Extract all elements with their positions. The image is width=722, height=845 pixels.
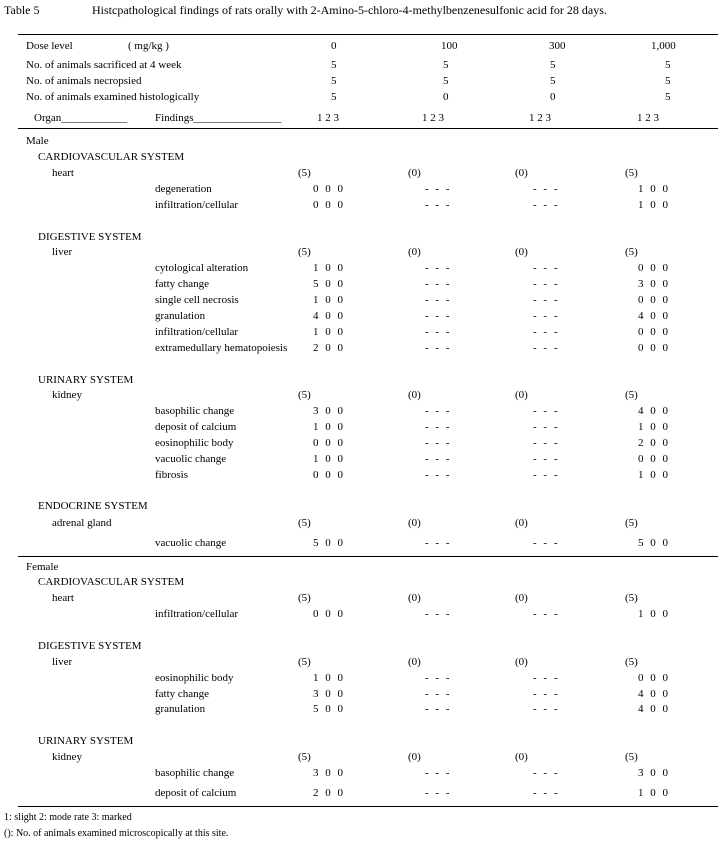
examined-count: (0): [515, 389, 528, 401]
count-row-value: 0: [443, 91, 449, 103]
finding-grades: - - -: [425, 342, 452, 354]
finding-grades: 4 0 0: [638, 688, 670, 700]
examined-count: (0): [408, 751, 421, 763]
organ-label: heart: [52, 167, 74, 179]
count-row-value: 5: [550, 75, 556, 87]
finding-name: infiltration/cellular: [155, 608, 239, 620]
finding-grades: - - -: [533, 294, 560, 306]
organ-label: kidney: [52, 389, 82, 401]
finding-grades: - - -: [425, 469, 452, 481]
finding-grades: 5 0 0: [313, 278, 345, 290]
finding-grades: - - -: [533, 262, 560, 274]
finding-grades: 5 0 0: [313, 703, 345, 715]
finding-name: granulation: [155, 310, 206, 322]
finding-grades: 0 0 0: [638, 453, 670, 465]
count-row-label: No. of animals examined histologically: [26, 91, 200, 103]
finding-name: infiltration/cellular: [155, 199, 239, 211]
finding-name: basophilic change: [155, 405, 235, 417]
finding-grades: - - -: [425, 183, 452, 195]
finding-grades: - - -: [533, 183, 560, 195]
finding-grades: 4 0 0: [638, 310, 670, 322]
findings-header: Findings________________: [155, 112, 282, 124]
examined-count: (5): [625, 167, 638, 179]
grade-header-3: 1 2 3: [637, 112, 659, 124]
table-label: Table 5: [4, 3, 40, 17]
dose-300: 300: [549, 40, 566, 52]
count-row-value: 5: [443, 59, 449, 71]
finding-name: infiltration/cellular: [155, 326, 239, 338]
finding-grades: - - -: [533, 342, 560, 354]
finding-grades: 2 0 0: [638, 437, 670, 449]
finding-grades: - - -: [533, 453, 560, 465]
finding-grades: - - -: [533, 405, 560, 417]
finding-name: vacuolic change: [155, 537, 227, 549]
count-row-value: 5: [665, 75, 671, 87]
examined-count: (5): [625, 656, 638, 668]
finding-grades: - - -: [533, 537, 560, 549]
top-rule: [18, 34, 718, 35]
sex-divider-rule: [18, 556, 718, 557]
dose-100: 100: [441, 40, 458, 52]
bottom-rule: [18, 806, 718, 807]
finding-grades: - - -: [425, 453, 452, 465]
finding-grades: 1 0 0: [313, 326, 345, 338]
count-row-value: 5: [331, 75, 337, 87]
count-row-value: 5: [550, 59, 556, 71]
examined-count: (0): [515, 517, 528, 529]
organ-header: Organ____________: [34, 112, 128, 124]
finding-grades: - - -: [533, 787, 560, 799]
examined-count: (5): [298, 517, 311, 529]
finding-grades: - - -: [425, 294, 452, 306]
finding-grades: - - -: [533, 672, 560, 684]
examined-count: (5): [298, 167, 311, 179]
finding-grades: - - -: [425, 405, 452, 417]
finding-grades: 0 0 0: [313, 437, 345, 449]
dose-0: 0: [331, 40, 337, 52]
finding-grades: - - -: [533, 278, 560, 290]
dose-level-label: Dose level: [26, 40, 73, 52]
grade-header-0: 1 2 3: [317, 112, 339, 124]
finding-grades: - - -: [533, 767, 560, 779]
organ-label: adrenal gland: [52, 517, 112, 529]
finding-grades: 1 0 0: [313, 672, 345, 684]
count-row-value: 5: [331, 59, 337, 71]
examined-count: (5): [625, 517, 638, 529]
finding-grades: - - -: [425, 787, 452, 799]
examined-count: (0): [408, 592, 421, 604]
count-row-value: 5: [665, 59, 671, 71]
finding-grades: - - -: [425, 262, 452, 274]
finding-grades: 0 0 0: [638, 294, 670, 306]
footnote-parentheses: (): No. of animals examined microscopically at this site.: [4, 828, 229, 839]
finding-grades: 3 0 0: [313, 767, 345, 779]
finding-name: vacuolic change: [155, 453, 227, 465]
finding-grades: 1 0 0: [638, 421, 670, 433]
finding-grades: 3 0 0: [638, 278, 670, 290]
examined-count: (0): [515, 656, 528, 668]
examined-count: (0): [515, 592, 528, 604]
finding-grades: 0 0 0: [313, 183, 345, 195]
system-heading: DIGESTIVE SYSTEM: [38, 231, 142, 243]
examined-count: (0): [408, 167, 421, 179]
system-heading: CARDIOVASCULAR SYSTEM: [38, 151, 185, 163]
finding-grades: - - -: [533, 310, 560, 322]
count-row-value: 5: [443, 75, 449, 87]
finding-grades: 0 0 0: [638, 342, 670, 354]
count-row-value: 5: [331, 91, 337, 103]
grade-header-1: 1 2 3: [422, 112, 444, 124]
organ-label: liver: [52, 656, 73, 668]
examined-count: (5): [298, 656, 311, 668]
examined-count: (0): [408, 656, 421, 668]
examined-count: (0): [408, 517, 421, 529]
finding-grades: 1 0 0: [313, 421, 345, 433]
finding-grades: 5 0 0: [313, 537, 345, 549]
finding-grades: 3 0 0: [313, 405, 345, 417]
finding-grades: 2 0 0: [313, 342, 345, 354]
finding-grades: - - -: [533, 688, 560, 700]
finding-grades: 5 0 0: [638, 537, 670, 549]
finding-grades: - - -: [425, 326, 452, 338]
examined-count: (5): [625, 592, 638, 604]
examined-count: (0): [408, 246, 421, 258]
count-row-label: No. of animals necropsied: [26, 75, 142, 87]
finding-grades: 0 0 0: [638, 326, 670, 338]
finding-name: basophilic change: [155, 767, 235, 779]
finding-name: granulation: [155, 703, 206, 715]
finding-grades: - - -: [533, 199, 560, 211]
finding-name: degeneration: [155, 183, 212, 195]
examined-count: (5): [298, 389, 311, 401]
system-heading: DIGESTIVE SYSTEM: [38, 640, 142, 652]
finding-name: single cell necrosis: [155, 294, 239, 306]
sex-label-female: Female: [26, 561, 59, 573]
finding-grades: - - -: [425, 437, 452, 449]
examined-count: (5): [625, 751, 638, 763]
count-row-value: 5: [665, 91, 671, 103]
finding-grades: - - -: [425, 688, 452, 700]
grade-header-2: 1 2 3: [529, 112, 551, 124]
finding-grades: - - -: [425, 199, 452, 211]
examined-count: (0): [515, 167, 528, 179]
finding-grades: - - -: [425, 672, 452, 684]
finding-grades: 1 0 0: [313, 262, 345, 274]
examined-count: (5): [625, 389, 638, 401]
finding-grades: - - -: [425, 608, 452, 620]
finding-grades: - - -: [533, 469, 560, 481]
system-heading: ENDOCRINE SYSTEM: [38, 500, 148, 512]
finding-grades: 0 0 0: [638, 672, 670, 684]
finding-grades: - - -: [425, 310, 452, 322]
finding-grades: 3 0 0: [638, 767, 670, 779]
examined-count: (5): [298, 751, 311, 763]
finding-grades: - - -: [533, 421, 560, 433]
finding-name: fibrosis: [155, 469, 188, 481]
finding-grades: 1 0 0: [638, 608, 670, 620]
finding-grades: - - -: [425, 703, 452, 715]
finding-grades: 4 0 0: [638, 703, 670, 715]
finding-name: deposit of calcium: [155, 787, 237, 799]
finding-grades: 0 0 0: [313, 608, 345, 620]
finding-grades: - - -: [533, 326, 560, 338]
system-heading: URINARY SYSTEM: [38, 735, 134, 747]
finding-name: fatty change: [155, 688, 210, 700]
count-row-value: 0: [550, 91, 556, 103]
finding-grades: - - -: [425, 767, 452, 779]
dose-1000: 1,000: [651, 40, 676, 52]
finding-name: eosinophilic body: [155, 437, 234, 449]
examined-count: (5): [625, 246, 638, 258]
finding-grades: - - -: [425, 278, 452, 290]
organ-label: liver: [52, 246, 73, 258]
finding-grades: 1 0 0: [638, 183, 670, 195]
finding-grades: 1 0 0: [313, 294, 345, 306]
finding-grades: - - -: [425, 421, 452, 433]
finding-grades: 0 0 0: [313, 469, 345, 481]
finding-grades: 0 0 0: [313, 199, 345, 211]
examined-count: (5): [298, 246, 311, 258]
finding-grades: 0 0 0: [638, 262, 670, 274]
finding-grades: - - -: [425, 537, 452, 549]
finding-grades: - - -: [533, 703, 560, 715]
examined-count: (0): [515, 751, 528, 763]
finding-grades: 4 0 0: [638, 405, 670, 417]
finding-grades: 3 0 0: [313, 688, 345, 700]
count-row-label: No. of animals sacrificed at 4 week: [26, 59, 182, 71]
table-title: Histcpathological findings of rats orally with 2-Amino-5-chloro-4-methylbenzenesulfonic acid for 28 days.: [92, 3, 607, 17]
finding-name: fatty change: [155, 278, 210, 290]
sex-label-male: Male: [26, 135, 49, 147]
finding-name: deposit of calcium: [155, 421, 237, 433]
organ-label: heart: [52, 592, 74, 604]
dose-unit-label: ( mg/kg ): [128, 40, 169, 52]
finding-grades: - - -: [533, 437, 560, 449]
finding-grades: 1 0 0: [638, 199, 670, 211]
finding-name: cytological alteration: [155, 262, 249, 274]
finding-grades: 2 0 0: [313, 787, 345, 799]
examined-count: (0): [515, 246, 528, 258]
finding-grades: - - -: [533, 608, 560, 620]
finding-grades: 1 0 0: [313, 453, 345, 465]
examined-count: (5): [298, 592, 311, 604]
finding-grades: 1 0 0: [638, 787, 670, 799]
examined-count: (0): [408, 389, 421, 401]
system-heading: URINARY SYSTEM: [38, 374, 134, 386]
finding-name: eosinophilic body: [155, 672, 234, 684]
footnote-grades: 1: slight 2: mode rate 3: marked: [4, 812, 132, 823]
system-heading: CARDIOVASCULAR SYSTEM: [38, 576, 185, 588]
finding-grades: 4 0 0: [313, 310, 345, 322]
header-rule: [18, 128, 718, 129]
organ-label: kidney: [52, 751, 82, 763]
finding-grades: 1 0 0: [638, 469, 670, 481]
finding-name: extramedullary hematopoiesis: [155, 342, 288, 354]
